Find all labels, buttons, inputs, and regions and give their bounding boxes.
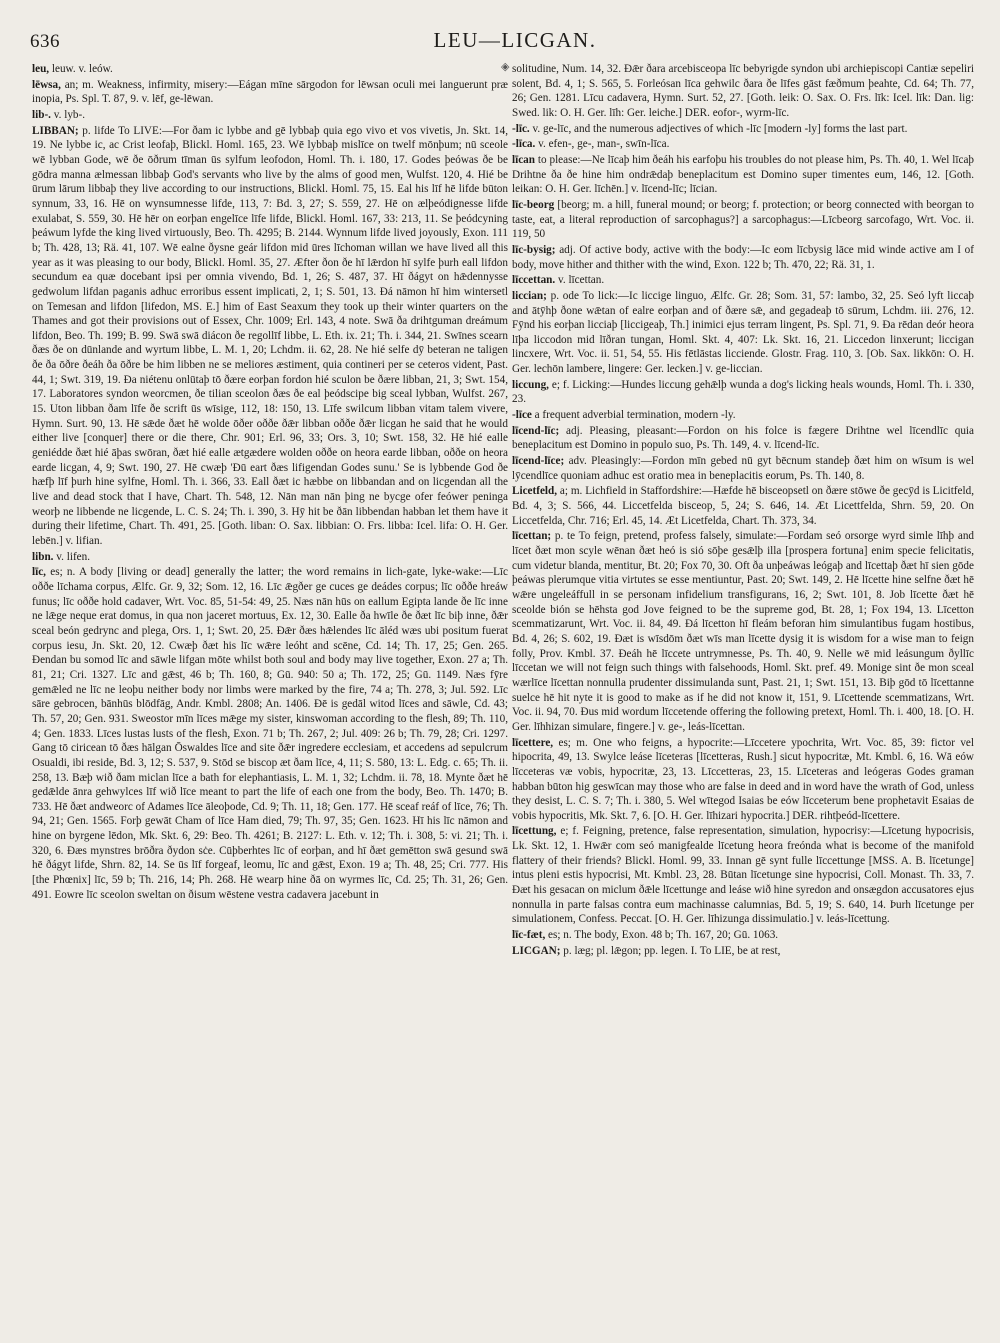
- right-column: [512, 62, 974, 1332]
- entry-text: v. līcettan.: [557, 274, 605, 287]
- entry-text: a; m. Lichfield in Staffordshire:—Hæfde hē bisceopsetl on ðære stōwe ðe gecȳd is Licitfeld, Bd. 4, 3; S. 566, 44. Liccetfelda bisceop, 5, 24; S. 646, 14. Æt Licettfelda, Shrn. 59, 20. On Liccetfelda, Chr. 716; Erl. 45, 14. Æt Licetfelda, Chart. Th. 373, 34.: [512, 485, 974, 527]
- entry-text: es; n. A body [living or dead] generally the latter; the word remains in lich-gate, lyke-wake:—Līc oððe līchama corpus, Ælfc. Gr. 9, 32; Som. 12, 16. Līc ǣgðer ge cuces ge deádes corpus; līc oððe hreáw funus; līc oððe hold cadaver, Wrt. Voc. 85, 51-54: 49, 25. Næs nān hūs on eallum Egipta lande ðe līc inne ne lǣge neque erat domus, in qua non jaceret mortuus, Ex. 12, 30. Ealle ða hwīle ðe ðæt līc biþ inne, ðǣr sceal beón gedrync and plega, Ors. 1, 1; Swt. 20, 25. Ðǣr ðæs hǣlendes līc āléd wæs ubi positum fuerat corpus iesu, Jn. Skt. 20, 12. Cwæþ ðæt his līc wǣre leóht and scēne, Cd. 14; Th. 17, 25; Gen. 265. Ðendan bu somod līc and sāwle lifgan mōte whilst both soul and body may live together, Exon. 27 a; Th. 81, 21; Cri. 1327. Līc and gǣst, 46 b; Th. 160, 8; Gū. 940: 50 a; Th. 172, 25; Gū. 1149. Næs fȳre gemǣled ne līc ne leoþu neither body nor limbs were marked by the fire, 74 a; Th. 278, 3; Jul. 592. Līc sāre gebrocen, bānhūs blōdfāg, Andr. Kmbl. 2808; An. 1406. Ðē is gedāl witod līces and sāwle, Cd. 43; Th. 57, 20; Gen. 931. Sweostor mīn līces mǣge my sister, kinswoman according to the flesh, 89; Th. 110, 4; Gen. 1833. Līces lustas lusts of the flesh, Exon. 71 b; Th. 267, 2; Jul. 409: 26 b; Th. 79, 28; Cri. 1297. Gang tō ciricean tō ðæs hālgan Ōswaldes līce and site ðǣr ingredere ecclesiam, et accedens ad sepulcrum Osualdi, ibi reside, Bd. 3, 12; S. 537, 9. Stōd se biscop æt ðam līce, 4, 11; S. 580, 13: L. Edg. c. 65; Th. ii. 258, 13. Bæþ wið ðam miclan līce a bath for elephantiasis, L. M. 1, 32; Lchdm. ii. 78, 18. Mynte ðæt hē gedǣlde ānra gehwylces līf wið līce meant to part the life of each one from the body, Beo. Th. 1470; B. 733. Hē ðæt andweorc of Adames līce āleoþode, Cd. 9; Th. 11, 18; Gen. 177. Hē sceaf reáf of līce, 76; Th. 94, 21; Gen. 1565. Forþ gewāt Cham of līce Ham died, 79; Th. 97, 35; Gen. 1623. Hī his līc nāmon and hine on byrgene lēdon, Mk. Skt. 6, 29: Beo. Th. 4261; B. 2127: L. Eth. v. 12; Th. i. 308, 5: vi. 21; Th. i. 320, 6. Ðæs mynstres brōðra ðydon sċe. Cūþberhtes līc of eorþan, and hī ðæt gemētton swā gesund swā hē ðágyt lifde, Shrn. 82, 14. Se ūs līf forgeaf, leomu, līc and gǣst, Exon. 19 a; Th. 48, 25; Cri. 777. His [the Phœnix] līc, 59 b; Th. 216, 14; Ph. 268. Hē wearp hine ðā on wyrmes līc, Cd. 25; Th. 31, 26; Gen. 491. Eowre līc sceolon sweltan on ðisum wēstene vestra cadavera jacebunt in: [32, 566, 508, 901]
- headword: liccung,: [512, 378, 549, 391]
- headword: līcan: [512, 153, 535, 166]
- entry-text: leuw. v. leów.: [51, 63, 113, 75]
- headword: līc-fæt,: [512, 929, 546, 942]
- entry-text: v. lifen.: [56, 550, 91, 563]
- headword: LICGAN;: [512, 944, 561, 957]
- headword: līcend-līc;: [512, 424, 560, 437]
- headword: līc,: [32, 566, 46, 579]
- headword: līc-beorg: [512, 198, 555, 211]
- headword: līcettere,: [512, 736, 554, 749]
- entry-text: es; m. One who feigns, a hypocrite:—Līccetere ypochrita, Wrt. Voc. 85, 39: fictor vel hipocrita, 49, 13. Swylce leáse līceteras [līcetteras, Rush.] sicut hypocritæ, Mt. Kmbl. 6, 16. Wā eów līcceteras væ vobis, hypocritæ, 23, 13. Līccetteras, 23, 15. Līceteras and leógeras Godes graman habban būton hig geswīcan may those who are false in deed and in word have the wrath of God, unless they desist, L. C. S. 7; Th. i. 380, 5. Wel wītegod Isaias be eów līcceterum bene prophetavit Esaias de vobis hypocritis, Mk. Skt. 7, 6. [O. H. Ger. līhizari hypocrita.] DER. rihtþeód-līcettere.: [512, 736, 974, 822]
- dictionary-entry: [512, 243, 974, 272]
- entry-text: solitudine, Num. 14, 32. Ðǣr ðara arcebisceopa līc bebyrigde syndon ubi archiepiscopi Cantiæ sepeliri solent, Bd. 4, 1; S. 565, 5. Forleósan līca gehwilc ðara ðe līfes gāst fæðmum þeahte, Cd. 64; Th. 77, 26; Gen. 1281. Līcu cadavera, Hymn. Surt. 52, 27. [Goth. leik: O. Sax. O. Frs. līk: Icel. līk: Dan. lig: Swed. lik: O. H. Ger. līh: Ger. leiche.] DER. eofor-, wyrm-līc.: [512, 63, 974, 119]
- dictionary-entry: [512, 153, 974, 197]
- dictionary-entry: [512, 736, 974, 824]
- dictionary-entry: [32, 108, 508, 123]
- dictionary-entry: [512, 198, 974, 242]
- headword: -līc.: [512, 122, 530, 135]
- entry-text: adj. Pleasing, pleasant:—Fordon on his folce is fægere Drihtne wel līcendlīc quia beneplacitum est Domino in populo suo, Ps. Th. 149, 4. v. līcend-līc.: [512, 424, 974, 452]
- dictionary-entry: [512, 529, 974, 734]
- headword: līcettan;: [512, 530, 552, 543]
- page-header: [30, 28, 970, 54]
- headword: līcettung,: [512, 825, 557, 838]
- column-ornament-icon: ◈: [501, 61, 510, 73]
- dictionary-entry: [32, 124, 508, 549]
- headword: -līce: [512, 409, 532, 422]
- entry-text: v. efen-, ge-, man-, swīn-līca.: [538, 138, 670, 151]
- entry-text: to please:—Ne līcaþ him ðeáh his earfoþu his troubles do not please him, Ps. Th. 40, 1. Wel līcaþ Drihtne ða ðe hine him ondrǣdaþ beneplacitum est Domino super timentes eum, 146, 12. [Goth. leikan: O. H. Ger. līchēn.] v. līcend-līc; līcian.: [512, 153, 974, 196]
- headword: LIBBAN;: [32, 124, 79, 137]
- dictionary-entry: [512, 944, 974, 959]
- dictionary-entry: [512, 484, 974, 528]
- left-column: [32, 62, 508, 1332]
- dictionary-entry: [512, 378, 974, 407]
- headword: leu,: [32, 63, 50, 75]
- entry-text: e; f. Feigning, pretence, false representation, simulation, hypocrisy:—Līcetung hypocrisis, Lk. Skt. 12, 1. Hwǣr com seó manigfealde līcetung heora freónda what is become of the manifold flattery of their friends? Blickl. Homl. 99, 33. Innan gē synt fulle līccettunge [MSS. A. B. līcetunge] intus pleni estis hypocrisi, Mt. Kmbl. 23, 28. Būtan līcetunge sine hypocrisi, Coll. Monast. Th. 33, 7. Ðæt his gesacan on miclum ðǣle līcettunge and leáse wið hine syredon and onsægdon accusatores ejus nonnulla in parte falsas contra eum machinasse calumnias, Bd. 5, 19; S. 640, 14. Þurh līcetunge per simulationem, Confess. Peccat. [O. H. Ger. līhizunga dissimulatio.] v. leás-līcettung.: [512, 825, 974, 926]
- dictionary-entry: [512, 824, 974, 927]
- entry-text: p. lifde To LIVE:—For ðam ic lybbe and gē lybbaþ quia ego vivo et vos vivetis, Jn. Skt. 14, 19. Ne lybbe ic, ac Crist leofaþ, Blickl. Homl. 165, 23. Wē lybbaþ mislīce on twelf mōnþum; nū sceole wē lybban Gode, wē ðe ōðrum tīman ūs sylfum leofodon, Homl. Th. i. 180, 17. Godes þeówas ðe be gōdra manna ælmessan libbaþ God's servants who live by the alms of good men, Wulfst. 120, 4. Hié be ūrum lārum libbaþ they live according to our instructions, Blickl. Homl. 75, 15. Eal his līf hē lifde būton synnum, 33, 16. Hē on wynsumnesse lifde, 113, 7: Bd. 3, 27; S. 559, 27. Hē on ælþeódignesse lifde exulabat, S. 559, 30. Hē hēr on eorþan engelīce līfe lifde, Blickl. Homl. 167, 33: 213, 11. Se þeódcyning þeáwum lyfde the king lived virtuously, Beo. Th. 4295; B. 2144. Wynnum lifde lived joyously, Exon. 111 b; Th. 428, 13; Rä. 41, 107. Wē ealne ðysne geár lifdon mid ūres līchoman willan we have lived all this year as it was pleasing to our body, Blickl. Homl. 35, 27. Æfter ðon ðe hī lǣrdon hī sylfe þurh eall lifdon secundum ea quæ docebant ipsi per omnia vivendo, Bd. 1, 26; S. 487, 37. Hī ðágyt on hǣdennysse gedwolum lifdan paganis adhuc erroribus essent implicati, 2, 1; S. 501, 13. Ðá nāmon hī him wintersetl on Temesan and lifdon [lifedon, MS. E.] him of East Seaxum they took up their winter quarters on the Thames and got their provisions out of Essex, Chr. 1009; Erl. 143, 4 note. Swā ða drihtguman dreámum lifdon, Beo. Th. 199; B. 99. Swā swā diácon ðe regollīf libbe, L. Eth. ix. 21; Th. i. 344, 21. Swīnes scearn ðæs ðe on dūnlande and wyrtum libbe, L. M. 1, 20; Lchdm. ii. 62, 28. Ne hié selfe dȳ beteran ne taligen ðe ða ōðre ðeáh ða ōðre be him libben ne se meliores æstiment, quia contineri per se ceteros vident, Past. 44, 1; Swt. 319, 19. Ða niétenu onlūtaþ tō ðære eorþan fordon hié sculon be ðære libban, 21, 3; Swt. 154, 17. Laboratores syndon weorcmen, ðe tilian sceolon ðæs ðe eal þeódscipe big sceal lybban, Wulfst. 267, 15. Uton libban ðam līfe ðe scrift ūs wīsige, 112, 18: 150, 13. Līfe swilcum libban vitam talem vivere, Hymn. Surt. 90, 13. Hē sǣde ðæt hē wolde ōðer oððe ðǣr libban oððe ðǣr licgan he said that he would either live [conquer] there or die there, Chr. 901; Erl. 96, 33; Ors. 3, 10; Swt. 158, 32. Hē hié ealle geniédde ðæt hié āþas swōran, ðæt hié ealle ætgædere wolden oððe on heora earde libban, oððe on heora earde licgan, 4, 9; Swt. 190, 27. Hē cwæþ 'Ðū eart ðæs lifigendan Godes sunu.' Se is lybbende God ðe hæfþ līf þurh hine sylfne, Homl. Th. i. 366, 33. Eall ðæt ic hæbbe on libbandan and on licgendan all the live and dead stock that I have, Chart. Th. 548, 12. Nān man nān þing ne bycge ofer feówer peninga weorþ ne libbende ne licgende, L. C. S. 24; Th. i. 390, 3. Hȳ hit be ðān libbendan habban let them have it during their lifetime, Chart. Th. 491, 25. [Goth. liban: O. Sax. libbian: O. Frs. libba: Icel. lifa: O. H. Ger. lebēn.] v. lifian.: [32, 124, 508, 547]
- running-title: LEU—LICGAN.: [433, 28, 597, 52]
- headword: līcend-līce;: [512, 455, 565, 468]
- entry-text: p. te To feign, pretend, profess falsely, simulate:—Fordam seó orsorge wyrd simle līhþ and līcet ðæt mon scyle wēnan ðæt heó is sió sōþe gesǣlþ illa [prospera fortuna] enim specie felicitatis, cum videtur blanda, mentitur, Bt. 20; Fox 70, 30. Oft ða unþeáwas leógaþ and līcettaþ ðæt hī sien gōde þeáwas plerumque vitia virtutes se esse mentiuntur, Past. 20; Swt. 149, 2. Hē līcette hine selfne ðæt hē wǣre ungeleáffull in se personam infidelium transfigurans, 16, 2; Swt. 101, 8. Job līcette ðæt hē sceolde bión se hēhsta god Jove feigned to be the supreme god, Bt. 28, 1; Fox 194, 13. Līcetton scemmatizarunt, Wrt. Voc. ii. 84, 49. Ðá līcetton hī fleám beforan him simulantibus fugam hostibus, Bd. 4, 26; S. 602, 19. Ðæt is wīsdōm ðæt wīs man līcette dysig it is wisdom for a wise man to feign folly, Prov. Kmbl. 37. Ðeáh hē līccete untrymnesse, Ps. Th. 40, 9. Nelle wē mid leásungum ðyllīc līccetan we will not feign such things with falsehoods, Homl. Skt. pref. 49. Monige sint ðe mon sceal wærlīce līcettan nonnulla prudenter dissimulanda sunt, Past. 21, 1; Swt. 151, 13. Biþ gōd tō līcettanne suelce hē hit nyte it is good to make as if he did not know it, 151, 9. Līcettende scemmatizans, Wrt. Voc. ii. 94, 70. Ðus mid wordum līccetende offering the following pretext, Homl. Th. i. 400, 18. [O. H. Ger. līhhizan simulare, fingere.] v. ge-, leás-līcettan.: [512, 530, 974, 733]
- dictionary-entry: [512, 454, 974, 483]
- dictionary-entry: [32, 565, 508, 902]
- dictionary-entry: [512, 408, 974, 423]
- headword: lēwsa,: [32, 78, 61, 91]
- headword: libn.: [32, 550, 54, 563]
- entry-text: [beorg; m. a hill, funeral mound; or beorg; f. protection; or beorg connected with beorgan to taste, eat, a literal reproduction of sarcophagus?] a sarcophagus:—Līcbeorg sarcofago, Wrt. Voc. ii. 119, 50: [512, 198, 974, 241]
- dictionary-entry: [512, 928, 974, 943]
- entry-text: p. ode To lick:—Ic liccige linguo, Ælfc. Gr. 28; Som. 31, 57: lambo, 32, 25. Seó lyft liccaþ and ātȳhþ ðone wǣtan of ealre eorþan and of ðære sǣ, and gegadeaþ tō sūrum, Lchdm. iii. 276, 12. Fȳnd his eorþan licciaþ [liccigeaþ, Th.] inimici ejus terram lingent, Ps. Spl. 71, 9. Ða rēdan deór heora līþa liccodon mid līðran tungan, Homl. Skt. 4, 407: Lk. Skt. 16, 21. Liccedon linxerunt; liccigan lincxere, Wrt. Voc. ii. 51, 54, 55. His fētlāstas licciende. Glostr. Frag. 110, 3. [Ob. Sax. likkōn: O. H. Ger. lechōn lambere, lingere: Ger. lecken.] v. ge-liccian.: [512, 289, 974, 376]
- dictionary-entry: [512, 289, 974, 377]
- headword: Licetfeld,: [512, 485, 558, 498]
- entry-text: p. læg; pl. lǣgon; pp. legen. I. To LIE, be at rest,: [563, 944, 781, 957]
- entry-text: a frequent adverbial termination, modern -ly.: [534, 409, 736, 422]
- entry-text: v. ge-līc, and the numerous adjectives of which -līc [modern -ly] forms the last part.: [532, 122, 908, 135]
- entry-text: e; f. Licking:—Hundes liccung gehǣlþ wunda a dog's licking heals wounds, Homl. Th. i. 330, 23.: [512, 378, 974, 406]
- entry-text: an; m. Weakness, infirmity, misery:—Eágan mīne sārgodon for lēwsan oculi mei languerunt præ inopia, Ps. Spl. T. 87, 9. v. lēf, ge-lēwan.: [32, 78, 508, 106]
- dictionary-entry: [512, 62, 974, 121]
- page-number: 636: [30, 31, 60, 52]
- column-divider: [509, 62, 510, 1332]
- entry-text: es; n. The body, Exon. 48 b; Th. 167, 20; Gū. 1063.: [548, 929, 779, 942]
- dictionary-entry: [512, 273, 974, 288]
- dictionary-entry: [32, 78, 508, 107]
- headword: -līca.: [512, 138, 536, 151]
- headword: lib-.: [32, 108, 51, 121]
- dictionary-entry: [512, 424, 974, 453]
- entry-text: adv. Pleasingly:—Fordon mīn gebed nū gyt bēcnum standeþ ðæt him on wīsum is wel lȳcendlīce quoniam adhuc est oratio mea in beneplacitis eorum, Ps. Th. 140, 8.: [512, 455, 974, 482]
- headword: līc-bysig;: [512, 243, 556, 256]
- dictionary-entry: [512, 137, 974, 152]
- dictionary-entry: [512, 122, 974, 137]
- entry-text: adj. Of active body, active with the body:—Ic eom līcbysig lāce mid winde active am I of body, move hither and thither with the wind, Exon. 122 b; Th. 470, 22; Rä. 31, 1.: [512, 243, 974, 271]
- entry-text: v. lyb-.: [53, 108, 86, 121]
- dictionary-entry: [32, 550, 508, 565]
- headword: liccian;: [512, 289, 547, 302]
- headword: līccettan.: [512, 274, 556, 287]
- dictionary-entry: [32, 62, 508, 77]
